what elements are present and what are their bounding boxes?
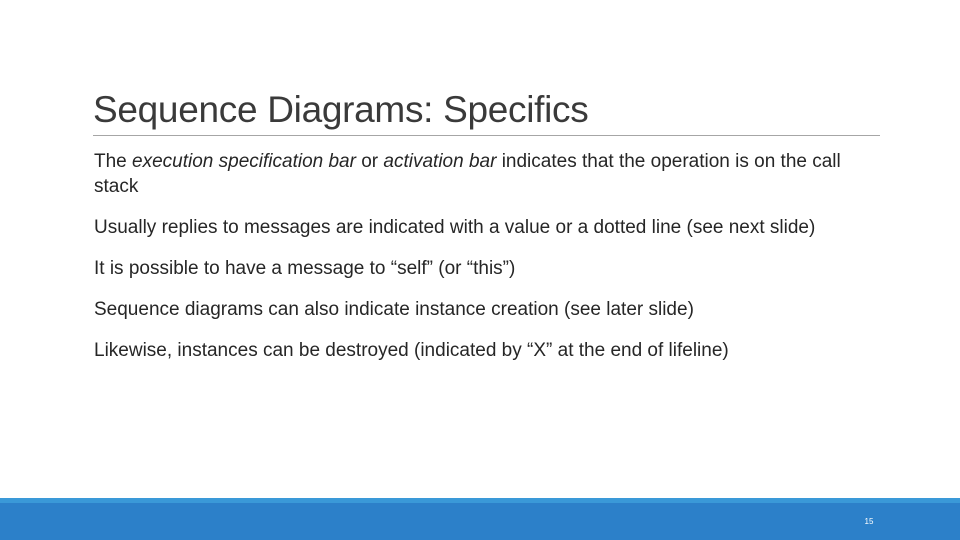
- footer-accent-line: [0, 498, 960, 503]
- bullet-item: [94, 338, 884, 363]
- bullet-item: [94, 297, 884, 322]
- bullet-term-activation-bar: activation bar: [383, 151, 497, 172]
- bullet-text: indicates that the operation is on the call stack: [94, 151, 841, 197]
- bullet-item: [94, 149, 884, 199]
- bullet-item: [94, 215, 884, 240]
- bullet-text: Sequence diagrams can also indicate instance creation (see later slide): [94, 299, 694, 320]
- bullet-text: or: [355, 151, 384, 172]
- bullet-text: Likewise, instances can be destroyed (indicated by “X” at the end of lifeline): [94, 340, 729, 361]
- page-number: 15: [864, 517, 874, 526]
- bullet-text: It is possible to have a message to “self” (or “this”): [94, 258, 516, 279]
- bullet-text: Usually replies to messages are indicated with a value or a dotted line (see next slide): [94, 217, 816, 238]
- slide-title: Sequence Diagrams: Specifics: [93, 89, 589, 130]
- bullet-text: The: [94, 151, 133, 172]
- bullet-list: [94, 149, 884, 379]
- bullet-item: [94, 256, 884, 281]
- bullet-term-execution-specification-bar: execution specification bar: [132, 151, 356, 172]
- footer-bar: [0, 498, 960, 540]
- title-divider: [93, 135, 880, 136]
